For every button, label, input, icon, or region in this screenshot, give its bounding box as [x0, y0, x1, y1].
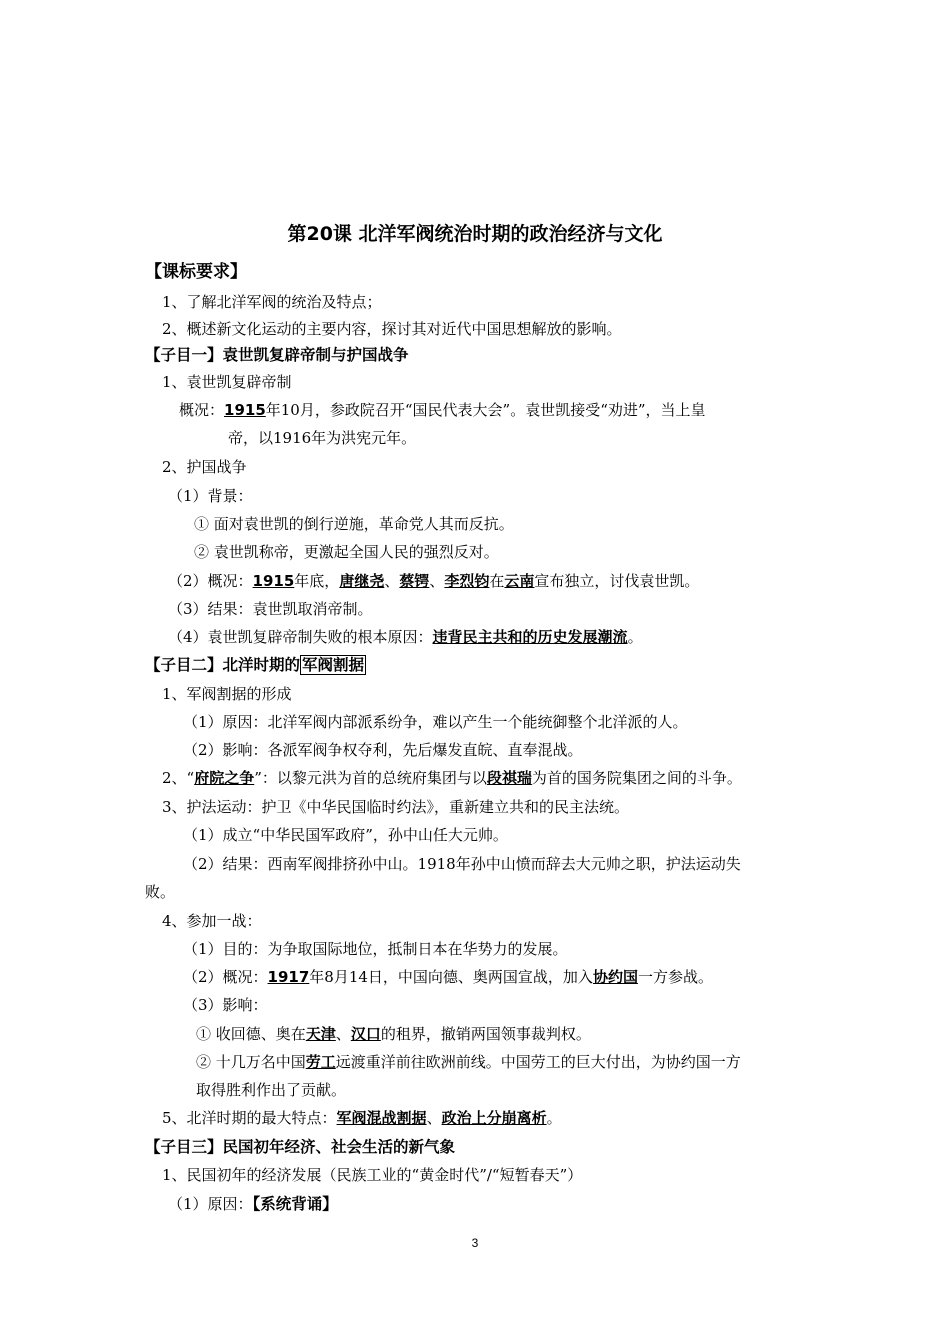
s2-item-2 — [162, 768, 742, 788]
s2-item-4-1: （1）目的：为争取国际地位，抵制日本在华势力的发展。 — [183, 940, 568, 958]
s1-background-2: ② 袁世凯称帝，更激起全国人民的强烈反对。 — [194, 543, 499, 561]
key-phrase: 协约国 — [592, 968, 638, 986]
s3-item-1: 1、民国初年的经济发展（民族工业的“黄金时代”/“短暂春天”） — [162, 1166, 583, 1184]
text: 2、“ — [162, 769, 195, 787]
key-phrase: 劳工 — [305, 1053, 336, 1071]
s3-cause — [168, 1194, 338, 1214]
text: 一方参战。 — [637, 968, 713, 986]
subheading-2 — [145, 655, 366, 675]
key-phrase: 违背民主共和的历史发展潮流 — [432, 628, 628, 646]
text: 宣布独立，讨伐袁世凯。 — [534, 572, 700, 590]
key-place: 云南 — [504, 572, 535, 590]
key-person: 唐继尧 — [339, 572, 385, 590]
s1-background: （1）背景： — [168, 487, 253, 505]
key-phrase: 军阀混战割据 — [336, 1109, 427, 1127]
s2-item-3: 3、护法运动：护卫《中华民国临时约法》，重新建立共和的民主法统。 — [162, 798, 630, 816]
s1-item-2: 2、护国战争 — [162, 458, 247, 476]
s2-item-4: 4、参加一战： — [162, 912, 262, 930]
s1-root-cause — [168, 627, 643, 647]
s1-result: （3）结果：袁世凯取消帝制。 — [168, 600, 373, 618]
text: 。 — [627, 628, 643, 646]
text: 为首的国务院集团之间的斗争。 — [531, 769, 742, 787]
text: 5、北洋时期的最大特点： — [162, 1109, 337, 1127]
key-year: 1917 — [267, 968, 310, 986]
boxed-term: 军阀割据 — [302, 656, 365, 674]
s2-item-4-2 — [183, 967, 713, 987]
text: ① 收回德、奥在 — [196, 1025, 306, 1043]
text: 。 — [546, 1109, 562, 1127]
text: 年底， — [294, 572, 340, 590]
requirement-2: 2、概述新文化运动的主要内容，探讨其对近代中国思想解放的影响。 — [162, 320, 622, 338]
s2-item-1: 1、军阀割据的形成 — [162, 685, 292, 703]
s1-overview-2 — [168, 571, 699, 591]
s2-item-3-2: （2）结果：西南军阀排挤孙中山。1918年孙中山愤而辞去大元帅之职，护法运动失 — [183, 855, 741, 873]
s2-item-5 — [162, 1108, 562, 1128]
text: （2）概况： — [168, 572, 253, 590]
text: 、 — [429, 572, 445, 590]
text: （4）袁世凯复辟帝制失败的根本原因： — [168, 628, 433, 646]
key-place: 汉口 — [350, 1025, 381, 1043]
key-place: 天津 — [305, 1025, 336, 1043]
key-person: 蔡锷 — [399, 572, 430, 590]
text: 【子目二】北洋时期的 — [145, 656, 301, 674]
key-year: 1915 — [252, 572, 295, 590]
s1-item-1: 1、袁世凯复辟帝制 — [162, 373, 292, 391]
page-title: 第20课 北洋军阀统治时期的政治经济与文化 — [287, 223, 663, 245]
key-phrase: 政治上分崩离析 — [441, 1109, 547, 1127]
text: 、 — [335, 1025, 351, 1043]
text: （1）原因： — [168, 1195, 253, 1213]
s1-overview-cont: 帝，以1916年为洪宪元年。 — [228, 429, 417, 447]
s2-item-4-3a — [196, 1024, 591, 1044]
key-year: 1915 — [224, 401, 266, 419]
section-requirements-heading: 【课标要求】 — [145, 262, 247, 282]
s2-item-4-3: （3）影响： — [183, 996, 268, 1014]
s1-background-1: ① 面对袁世凯的倒行逆施，革命党人其而反抗。 — [194, 515, 514, 533]
s2-item-3-1: （1）成立“中华民国军政府”，孙中山任大元帅。 — [183, 826, 508, 844]
text: 、 — [426, 1109, 442, 1127]
key-person: 李烈钧 — [444, 572, 490, 590]
text: 概况： — [179, 401, 225, 419]
s2-item-4-3b — [196, 1052, 741, 1072]
requirement-1: 1、了解北洋军阀的统治及特点； — [162, 293, 382, 311]
text: ② 十几万名中国 — [196, 1053, 306, 1071]
key-phrase: 府院之争 — [194, 769, 255, 787]
subheading-1: 【子目一】袁世凯复辟帝制与护国战争 — [145, 346, 409, 364]
text: 、 — [384, 572, 400, 590]
text: 的租界，撤销两国领事裁判权。 — [380, 1025, 591, 1043]
s1-overview — [179, 400, 706, 420]
page-number: 3 — [471, 1236, 479, 1250]
s2-item-3-2-cont: 败。 — [145, 883, 176, 901]
key-phrase: 【系统背诵】 — [252, 1195, 338, 1213]
text: 远渡重洋前往欧洲前线。中国劳工的巨大付出，为协约国一方 — [335, 1053, 741, 1071]
key-person: 段祺瑞 — [486, 769, 532, 787]
text: ”：以黎元洪为首的总统府集团与以 — [254, 769, 487, 787]
text: 在 — [489, 572, 505, 590]
s2-item-4-3b-cont: 取得胜利作出了贡献。 — [196, 1081, 347, 1099]
s2-effect: （2）影响：各派军阀争权夺利，先后爆发直皖、直奉混战。 — [183, 741, 583, 759]
subheading-3: 【子目三】民国初年经济、社会生活的新气象 — [145, 1138, 456, 1156]
text: 年10月，参政院召开“国民代表大会”。袁世凯接受“劝进”，当上皇 — [265, 401, 706, 419]
text: 年8月14日，中国向德、奥两国宣战，加入 — [309, 968, 593, 986]
text: （2）概况： — [183, 968, 268, 986]
s2-cause: （1）原因：北洋军阀内部派系纷争，难以产生一个能统御整个北洋派的人。 — [183, 713, 688, 731]
